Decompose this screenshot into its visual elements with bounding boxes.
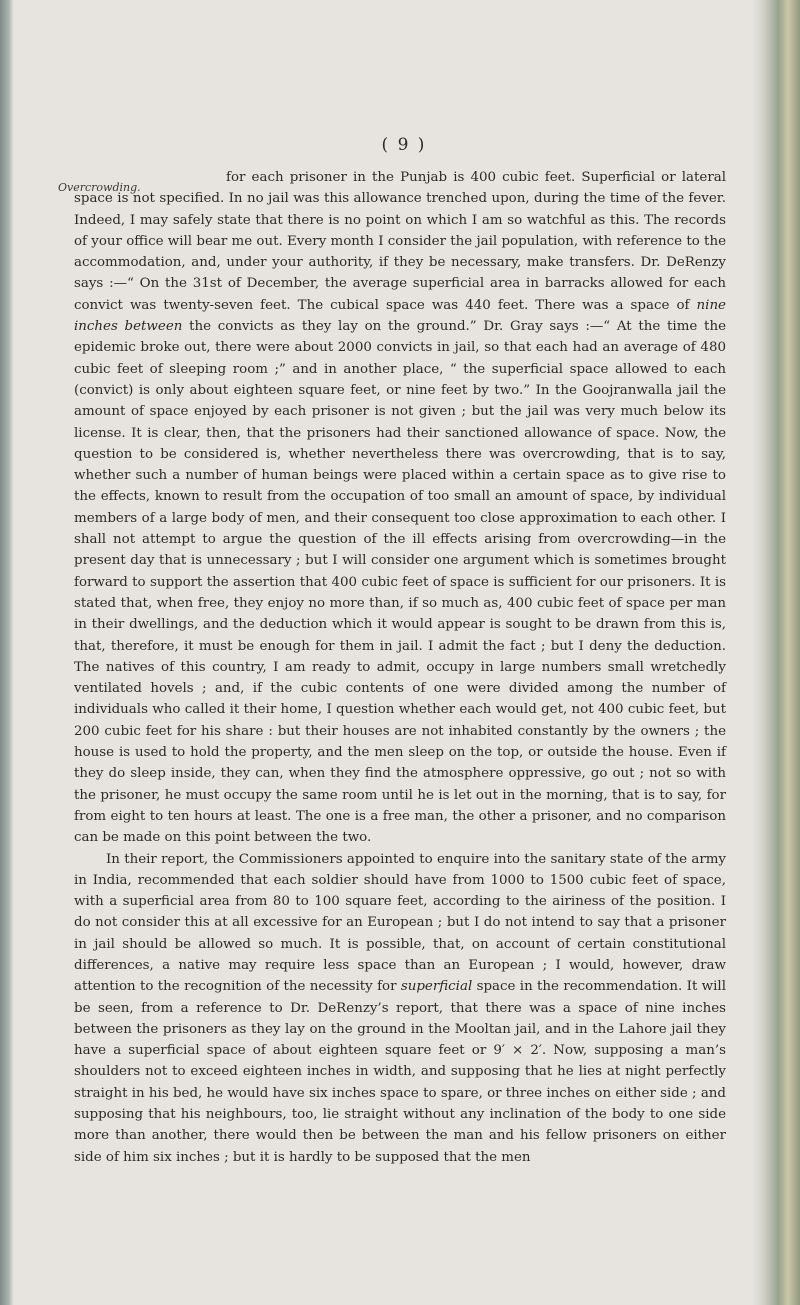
paragraph-text: space in the recommendation. It will be seen, from a reference to Dr. DeRenzy’s report, that there was a space of nine inches between the prisoners as they lay on the ground in the Mooltan jail, and in the Lahore jail they have a superficial space of about eighteen square feet or 9′ × 2′. Now, supposing a man’s shoulders not to exceed eighteen inches in width, and supposing that he lies at night perfectly straight in his bed, he would have six inches space to spare, or three inches on either side ; and supposing that his neighbours, too, lie straight without any inclination of the body to one side more than another, there would then be between the man and his fellow prisoners on either side of him six inches ; but it is hardly to be supposed that the men <box>74 979 726 1165</box>
page-number: ( 9 ) <box>381 135 427 155</box>
paragraph-text: In their report, the Commissioners appointed to enquire into the sanitary state of the army in India, recommended that each soldier should have from 1000 to 1500 cubic feet of space, with a superficial area from 80 to 100 square feet, according to the airiness of the position. I do not consider this at all excessive for an European ; but I do not intend to say that a prisoner in jail should be allowed so much. It is possible, that, on account of certain constitutional differences, a native may require less space than an European ; I would, however, draw attention to the recognition of the necessity for <box>74 851 726 995</box>
emphasis-text: nine inches between <box>74 297 726 335</box>
paragraph-text: for each prisoner in the Punjab is 400 cubic feet. Superficial or lateral space is not specified. In no jail was this allowance trenched upon, during the time of the fever. Indeed, I may safely state that there is no point on which I am so watchful as this. The records of your office will bear me out. Every month I consider the jail population, with reference to the accommodation, and, under your authority, if they be necessary, make transfers. Dr. DeRenzy says :—“ On the 31st of December, the average superficial area in barracks allowed for each convict was twenty-seven feet. The cubical space was 440 feet. There was a space of <box>74 170 726 313</box>
book-binding-left <box>0 0 14 1305</box>
book-page <box>56 0 752 1305</box>
body-text <box>74 167 726 1168</box>
margin-note: Overcrowding. <box>58 181 141 194</box>
paragraph <box>74 849 726 1168</box>
paragraph-text: the convicts as they lay on the ground.” Dr. Gray says :—“ At the time the epidemic broke out, there were about 2000 convicts in jail, so that each had an average of 480 cubic feet of sleeping room ;” and in another place, “ the superficial space allowed to each (convict) is only about eighteen square feet, or nine feet by two.” In the Goojranwalla jail the amount of space enjoyed by each prisoner is not given ; but the jail was very much below its license. It is clear, then, that the prisoners had their sanctioned allowance of space. Now, the question to be considered is, whether nevertheless there was overcrowding, that is to say, whether such a number of human beings were placed within a certain space as to give rise to the effects, known to result from the occupation of too small an amount of space, by individual members of a large body of men, and their consequent too close approximation to each other. I shall not attempt to argue the question of the ill effects arising from overcrowding—in the present day that is unnecessary ; but I will consider one argument which is sometimes brought forward to support the assertion that 400 cubic feet of space is sufficient for our prisoners. It is stated that, when free, they enjoy no more than, if so much as, 400 cubic feet of space per man in their dwellings, and the deduction which it would appear is sought to be drawn from this is, that, therefore, it must be enough for them in jail. I admit the fact ; but I deny the deduction. The natives of this country, I am ready to admit, occupy in large numbers small wretchedly ventilated hovels ; and, if the cubic contents of one were divided among the number of individuals who called it their home, I question whether each would get, not 400 cubic feet, but 200 cubic feet for his share : but their houses are not inhabited constantly by the owners ; the house is used to hold the property, and the men sleep on the top, or outside the house. Even if they do sleep inside, they can, when they find the atmosphere oppressive, go out ; not so with the prisoner, he must occupy the same room until he is let out in the morning, that is to say, for from eight to ten hours at least. The one is a free man, the other a prisoner, and no comparison can be made on this point between the two. <box>74 319 726 846</box>
emphasis-text: superficial <box>400 979 473 995</box>
paragraph <box>74 167 726 849</box>
book-binding-right <box>752 0 800 1305</box>
